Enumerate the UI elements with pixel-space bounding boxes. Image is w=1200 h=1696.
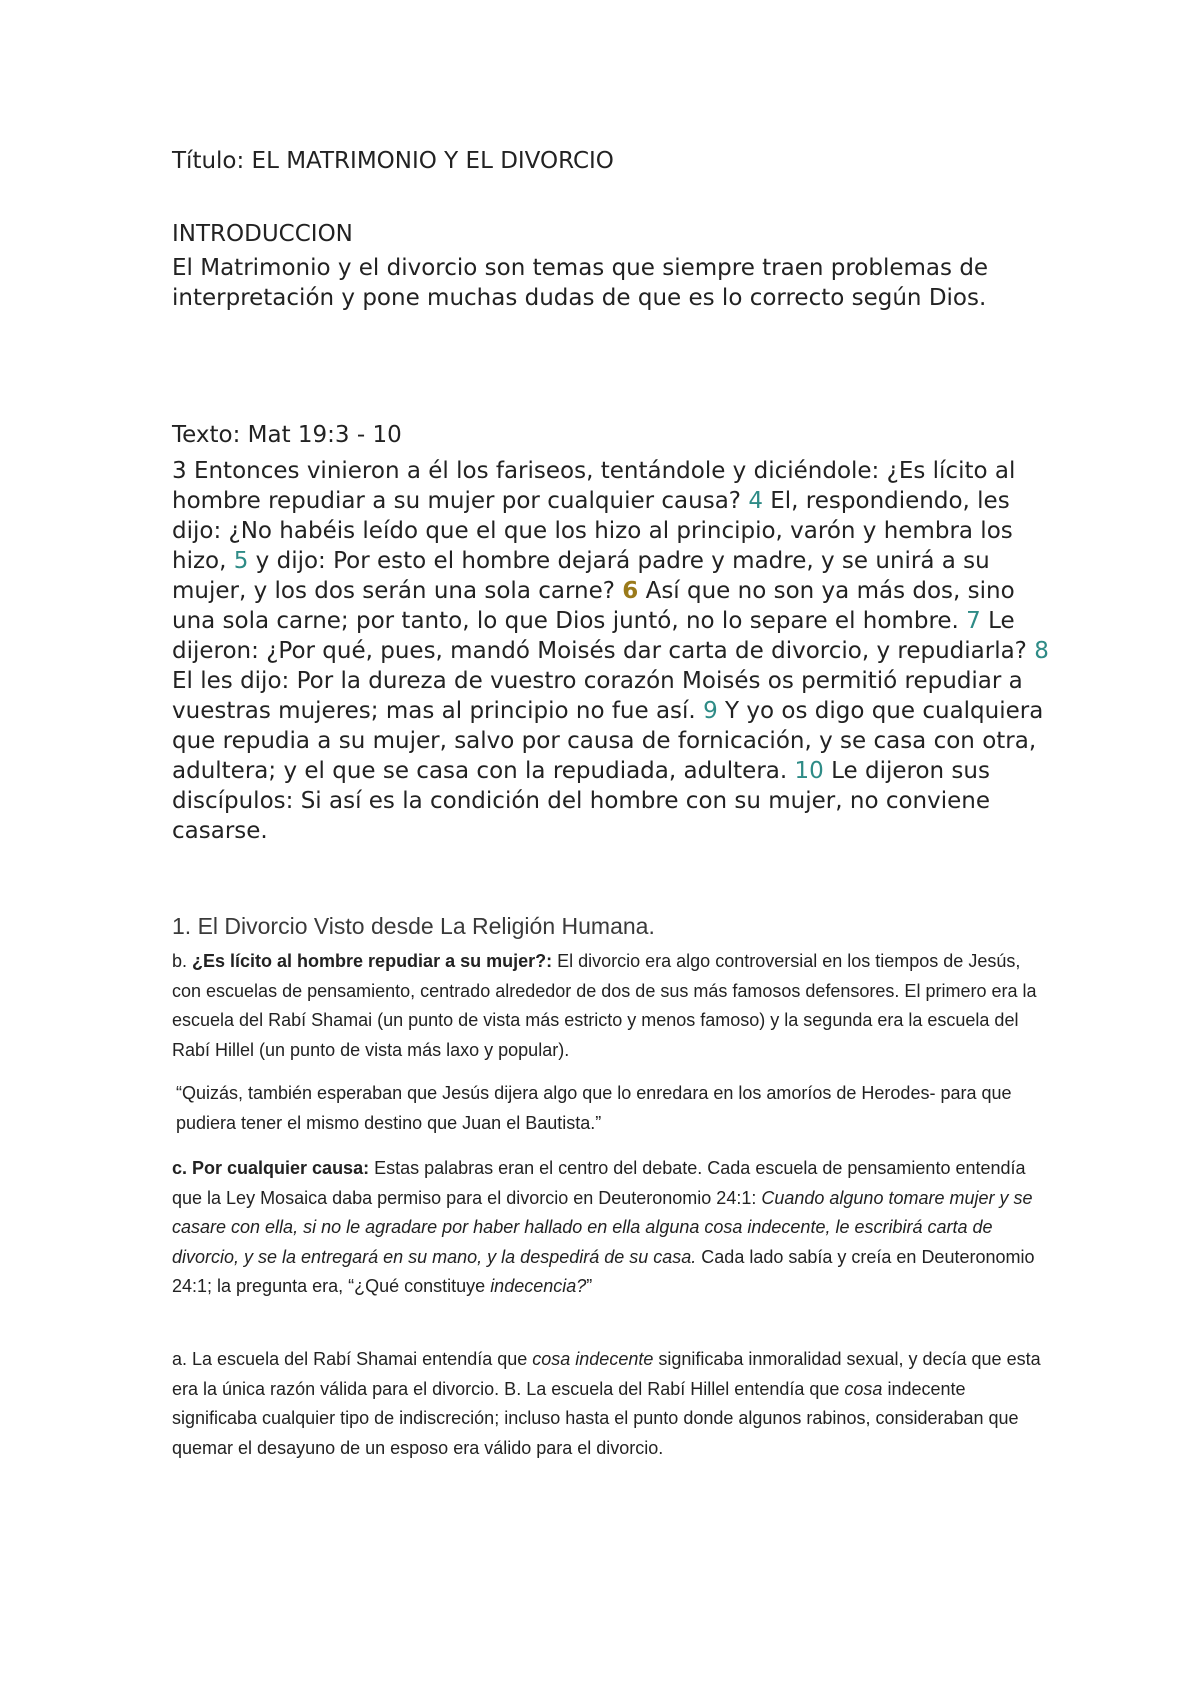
paragraph-text: El divorcio era algo controversial en los tiempos de Jesús, con escuelas de pensamiento, centrado alrededor de dos de sus más famosos defensores. El primero era la escuela del Rabí Shamai (un punto de vista más estricto y menos famoso) y la segunda era la escuela del Rabí Hillel (un punto de vista más laxo y popular). xyxy=(172,951,1037,1060)
paragraph-text: significaba inmoralidad sexual, y decía que esta era la única razón válida para el divorcio. B. La escuela del Rabí Hillel entendía que xyxy=(172,1349,1041,1399)
paragraph-schools xyxy=(172,1345,1052,1463)
verse-text: Entonces vinieron a él los fariseos, tentándole y diciéndole: ¿Es lícito al hombre repudiar a su mujer por cualquier causa? xyxy=(172,458,1016,514)
italic-term: cosa xyxy=(844,1378,883,1399)
scripture-passage xyxy=(172,456,1052,846)
paragraph-question xyxy=(172,947,1052,1065)
document-title: Título: EL MATRIMONIO Y EL DIVORCIO xyxy=(172,148,614,174)
section-heading: 1. El Divorcio Visto desde La Religión Humana. xyxy=(172,913,655,939)
verse-text: Así que no son ya más dos, sino una sola carne; por tanto, lo que Dios juntó, no lo separe el hombre. xyxy=(172,578,1015,634)
verse-text: Le dijeron: ¿Por qué, pues, mandó Moisés dar carta de divorcio, y repudiarla? xyxy=(172,608,1035,664)
verse-number: 3 xyxy=(172,458,187,484)
italic-citation: Cuando alguno tomare mujer y se casare con ella, si no le agradare por haber hallado en ella alguna cosa indecente, le escribirá carta de divorcio, y se la entregará en su mano, y la despedirá de su casa. xyxy=(172,1187,1033,1267)
intro-heading: INTRODUCCION xyxy=(172,221,353,247)
verse-number: 5 xyxy=(233,548,249,574)
paragraph-text: indecente significaba cualquier tipo de indiscreción; incluso hasta el punto donde algunos rabinos, consideraban que quemar el desayuno de un esposo era válido para el divorcio. xyxy=(172,1378,1019,1458)
verse-text: Y yo os digo que cualquiera que repudia a su mujer, salvo por causa de fornicación, y se casa con otra, adultera; y el que se casa con la repudiada, adultera. xyxy=(172,698,1044,784)
paragraph-text: Cada lado sabía y creía en Deuteronomio 24:1; la pregunta era, “¿Qué constituye xyxy=(172,1246,1035,1296)
bold-heading: c. Por cualquier causa: xyxy=(172,1158,370,1178)
scripture-reference: Texto: Mat 19:3 - 10 xyxy=(172,422,402,448)
italic-term: cosa indecente xyxy=(532,1349,654,1369)
verse-number: 7 xyxy=(966,608,981,634)
paragraph-text: a. La escuela del Rabí Shamai entendía que xyxy=(172,1349,533,1369)
paragraph-text: Estas palabras eran el centro del debate. Cada escuela de pensamiento entendía que la Ley Mosaica daba permiso para el divorcio en Deuteronomio 24:1: xyxy=(172,1158,1026,1208)
bold-question: ¿Es lícito al hombre repudiar a su mujer?: xyxy=(192,951,553,971)
verse-number: 9 xyxy=(703,698,718,724)
italic-term: indecencia? xyxy=(490,1276,587,1296)
verse-number: 6 xyxy=(622,578,639,604)
paragraph-any-cause xyxy=(172,1154,1052,1302)
verse-number: 4 xyxy=(748,488,763,514)
quote-paragraph: “Quizás, también esperaban que Jesús dijera algo que lo enredara en los amoríos de Herodes- para que pudiera tener el mismo destino que Juan el Bautista.” xyxy=(176,1083,1012,1133)
verse-text: El les dijo: Por la dureza de vuestro corazón Moisés os permitió repudiar a vuestras mujeres; mas al principio no fue así. xyxy=(172,668,1023,724)
item-prefix: b. xyxy=(172,951,193,971)
verse-text: Le dijeron sus discípulos: Si así es la condición del hombre con su mujer, no conviene casarse. xyxy=(172,758,991,844)
verse-number: 8 xyxy=(1034,638,1049,664)
verse-text: y dijo: Por esto el hombre dejará padre y madre, y se unirá a su mujer, y los dos serán una sola carne? xyxy=(172,548,990,604)
paragraph-text: ” xyxy=(586,1276,593,1296)
verse-text: El, respondiendo, les dijo: ¿No habéis leído que el que los hizo al principio, varón y hembra los hizo, xyxy=(172,488,1013,574)
intro-paragraph: El Matrimonio y el divorcio son temas que siempre traen problemas de interpretación y pone muchas dudas de que es lo correcto según Dios. xyxy=(172,255,989,311)
verse-number: 10 xyxy=(794,758,824,784)
